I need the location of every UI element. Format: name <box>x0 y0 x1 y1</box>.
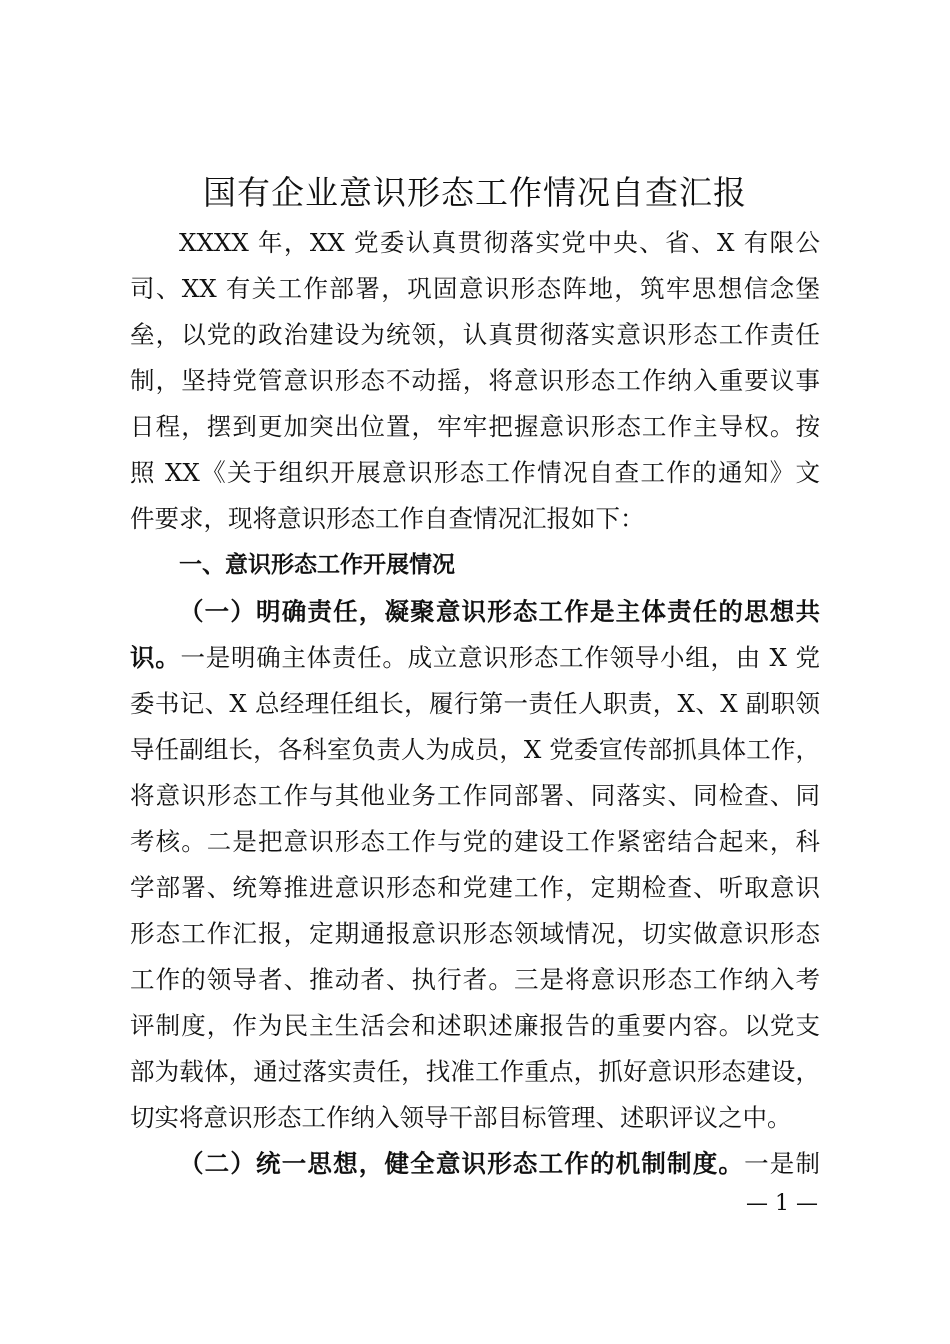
intro-line-1: XXXX 年，XX 党委认真贯彻落实党中央、省、X 有限公 <box>179 228 820 257</box>
intro-line-3: 垒，以党的政治建设为统领，认真贯彻落实意识形态工作责任 <box>130 320 820 349</box>
subsection-1-line-1 <box>130 635 820 681</box>
subsection-1-heading-cont: 识。 <box>130 643 181 672</box>
subsection-1-line-6: 学部署、统筹推进意识形态和党建工作，定期检查、听取意识 <box>130 873 820 902</box>
page-number: — 1 — <box>746 1191 818 1216</box>
intro-line-5: 日程，摆到更加突出位置，牢牢把握意识形态工作主导权。按 <box>130 412 820 441</box>
subsection-2-heading: （二）统一思想，健全意识形态工作的机制制度。 <box>179 1149 745 1178</box>
intro-line-6: 照 XX《关于组织开展意识形态工作情况自查工作的通知》文 <box>130 458 820 487</box>
subsection-2-line-1 <box>179 1141 820 1187</box>
subsection-1-heading: （一）明确责任，凝聚意识形态工作是主体责任的思想共 <box>179 597 820 626</box>
document-title: 国有企业意识形态工作情况自查汇报 <box>203 173 747 212</box>
subsection-1-line-1-text: 一是明确主体责任。成立意识形态工作领导小组，由 X 党 <box>180 643 821 672</box>
intro-line-2: 司、XX 有关工作部署，巩固意识形态阵地，筑牢思想信念堡 <box>130 274 820 303</box>
subsection-1-line-5: 考核。二是把意识形态工作与党的建设工作紧密结合起来，科 <box>130 827 820 856</box>
intro-line-7: 件要求，现将意识形态工作自查情况汇报如下： <box>130 504 645 533</box>
subsection-1-line-4: 将意识形态工作与其他业务工作同部署、同落实、同检查、同 <box>130 781 820 810</box>
subsection-1-line-7: 形态工作汇报，定期通报意识形态领域情况，切实做意识形态 <box>130 919 820 948</box>
subsection-1-line-9: 评制度，作为民主生活会和述职述廉报告的重要内容。以党支 <box>130 1011 820 1040</box>
subsection-2-line-1-text: 一是制 <box>744 1149 820 1178</box>
subsection-1-line-3: 导任副组长，各科室负责人为成员，X 党委宣传部抓具体工作， <box>130 735 820 764</box>
intro-line-4: 制，坚持党管意识形态不动摇，将意识形态工作纳入重要议事 <box>130 366 820 395</box>
section-heading-1: 一、意识形态工作开展情况 <box>179 552 455 578</box>
subsection-1-line-8: 工作的领导者、推动者、执行者。三是将意识形态工作纳入考 <box>130 965 820 994</box>
subsection-1-line-2: 委书记、X 总经理任组长，履行第一责任人职责，X、X 副职领 <box>130 689 820 718</box>
subsection-1-line-11: 切实将意识形态工作纳入领导干部目标管理、述职评议之中。 <box>130 1103 792 1132</box>
subsection-1-line-10: 部为载体，通过落实责任，找准工作重点，抓好意识形态建设， <box>130 1057 820 1086</box>
